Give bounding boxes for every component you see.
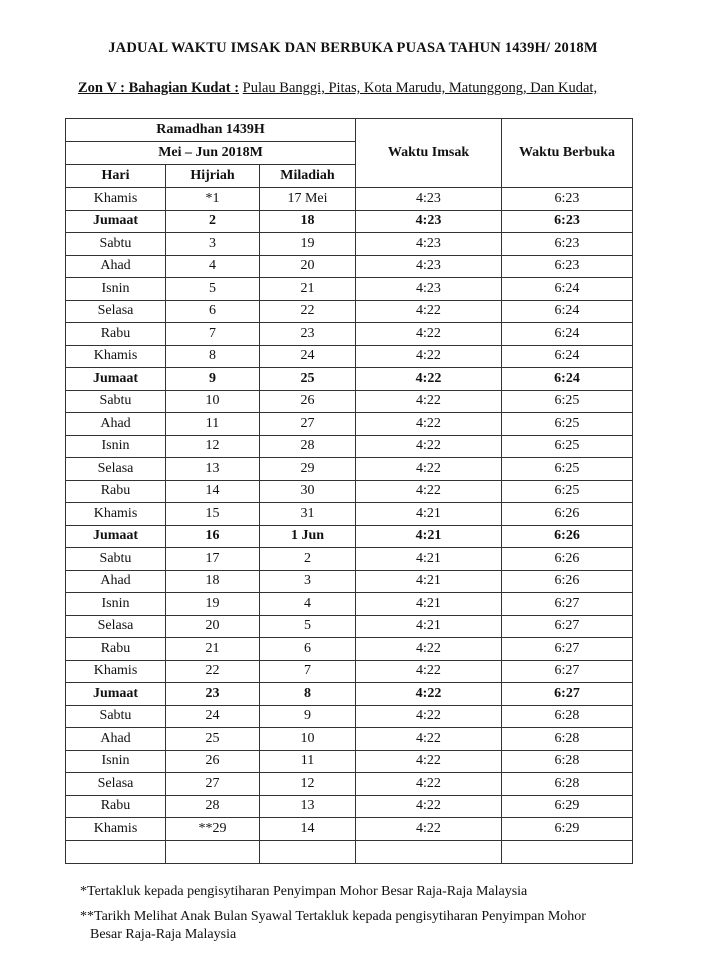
page-title: JADUAL WAKTU IMSAK DAN BERBUKA PUASA TAHUN 1439H/ 2018M <box>108 40 598 56</box>
table-row <box>66 300 633 323</box>
cell-berbuka: 6:25 <box>502 413 633 436</box>
cell-hari: Khamis <box>66 660 166 683</box>
table-row <box>66 503 633 526</box>
cell-hari: Rabu <box>66 795 166 818</box>
table-body <box>66 188 633 864</box>
cell-imsak: 4:21 <box>356 570 502 593</box>
cell-miladiah: 7 <box>260 660 356 683</box>
cell-hari: Sabtu <box>66 548 166 571</box>
cell-berbuka: 6:25 <box>502 458 633 481</box>
cell-miladiah: 23 <box>260 323 356 346</box>
cell-hari: Sabtu <box>66 390 166 413</box>
cell-miladiah: 8 <box>260 683 356 706</box>
schedule-table <box>65 118 633 864</box>
cell-miladiah: 14 <box>260 818 356 841</box>
cell-imsak: 4:22 <box>356 728 502 751</box>
cell-miladiah: 11 <box>260 750 356 773</box>
cell-miladiah: 30 <box>260 480 356 503</box>
table-row-blank <box>66 840 633 863</box>
cell-imsak: 4:22 <box>356 795 502 818</box>
cell-imsak: 4:22 <box>356 818 502 841</box>
cell-hijriah: 14 <box>166 480 260 503</box>
header-miladiah: Miladiah <box>260 165 356 188</box>
cell-hijriah: 25 <box>166 728 260 751</box>
cell-hari: Isnin <box>66 435 166 458</box>
table-row <box>66 368 633 391</box>
cell-miladiah: 6 <box>260 638 356 661</box>
cell-hijriah: 2 <box>166 210 260 233</box>
cell-imsak: 4:21 <box>356 548 502 571</box>
table-row <box>66 683 633 706</box>
footnote-2-line1: **Tarikh Melihat Anak Bulan Syawal Tertakluk kepada pengisytiharan Penyimpan Mohor <box>80 909 586 924</box>
table-row <box>66 705 633 728</box>
cell-hijriah: 16 <box>166 525 260 548</box>
cell-hari: Rabu <box>66 480 166 503</box>
table-row <box>66 750 633 773</box>
table-row <box>66 255 633 278</box>
cell-miladiah: 25 <box>260 368 356 391</box>
cell-berbuka: 6:27 <box>502 615 633 638</box>
header-imsak: Waktu Imsak <box>356 119 502 188</box>
cell-imsak: 4:23 <box>356 278 502 301</box>
zone-label: Zon V : Bahagian Kudat : <box>78 80 240 96</box>
cell-berbuka: 6:25 <box>502 480 633 503</box>
zone-places: Pulau Banggi, Pitas, Kota Marudu, Matunggong, Dan Kudat, <box>242 80 598 96</box>
cell-berbuka: 6:26 <box>502 548 633 571</box>
table-row <box>66 638 633 661</box>
cell-miladiah: 12 <box>260 773 356 796</box>
cell-imsak: 4:22 <box>356 683 502 706</box>
cell-miladiah: 17 Mei <box>260 188 356 211</box>
cell-hijriah: 24 <box>166 705 260 728</box>
table-row <box>66 615 633 638</box>
table-row <box>66 233 633 256</box>
table-row <box>66 188 633 211</box>
cell-berbuka: 6:25 <box>502 435 633 458</box>
cell-imsak: 4:22 <box>356 368 502 391</box>
cell-hijriah: *1 <box>166 188 260 211</box>
cell-hari: Khamis <box>66 188 166 211</box>
cell-hari: Isnin <box>66 278 166 301</box>
cell-berbuka: 6:27 <box>502 638 633 661</box>
cell-berbuka: 6:24 <box>502 300 633 323</box>
cell-miladiah: 19 <box>260 233 356 256</box>
cell-imsak: 4:23 <box>356 210 502 233</box>
cell-berbuka: 6:24 <box>502 345 633 368</box>
header-ramadhan: Ramadhan 1439H <box>66 119 356 142</box>
cell-berbuka: 6:24 <box>502 323 633 346</box>
cell-miladiah: 24 <box>260 345 356 368</box>
cell-miladiah: 20 <box>260 255 356 278</box>
cell-hari: Sabtu <box>66 705 166 728</box>
cell-miladiah: 27 <box>260 413 356 436</box>
table-row <box>66 345 633 368</box>
cell-hijriah: 8 <box>166 345 260 368</box>
cell-imsak: 4:22 <box>356 480 502 503</box>
cell-hijriah: 20 <box>166 615 260 638</box>
cell-miladiah: 18 <box>260 210 356 233</box>
cell-berbuka: 6:24 <box>502 368 633 391</box>
cell-berbuka: 6:25 <box>502 390 633 413</box>
table-row <box>66 210 633 233</box>
cell-imsak: 4:23 <box>356 188 502 211</box>
cell-berbuka: 6:26 <box>502 503 633 526</box>
table-row <box>66 660 633 683</box>
cell-hari: Selasa <box>66 615 166 638</box>
cell-miladiah: 31 <box>260 503 356 526</box>
table-row <box>66 728 633 751</box>
cell-berbuka: 6:26 <box>502 525 633 548</box>
cell-miladiah: 21 <box>260 278 356 301</box>
table-row <box>66 413 633 436</box>
cell-hari: Ahad <box>66 728 166 751</box>
table-row <box>66 323 633 346</box>
cell-berbuka: 6:23 <box>502 188 633 211</box>
cell-hijriah: 12 <box>166 435 260 458</box>
table-row <box>66 278 633 301</box>
cell-hari: Selasa <box>66 773 166 796</box>
header-months: Mei – Jun 2018M <box>66 142 356 165</box>
cell-empty <box>502 840 633 863</box>
cell-empty <box>166 840 260 863</box>
cell-empty <box>66 840 166 863</box>
cell-miladiah: 26 <box>260 390 356 413</box>
cell-imsak: 4:22 <box>356 323 502 346</box>
cell-hijriah: 28 <box>166 795 260 818</box>
table-row <box>66 795 633 818</box>
cell-hijriah: 3 <box>166 233 260 256</box>
cell-miladiah: 1 Jun <box>260 525 356 548</box>
cell-miladiah: 4 <box>260 593 356 616</box>
cell-berbuka: 6:23 <box>502 210 633 233</box>
cell-miladiah: 22 <box>260 300 356 323</box>
cell-berbuka: 6:23 <box>502 233 633 256</box>
cell-hari: Selasa <box>66 458 166 481</box>
cell-hari: Jumaat <box>66 683 166 706</box>
cell-hari: Ahad <box>66 255 166 278</box>
cell-berbuka: 6:28 <box>502 728 633 751</box>
cell-berbuka: 6:23 <box>502 255 633 278</box>
cell-miladiah: 9 <box>260 705 356 728</box>
footnote-2-line2: Besar Raja-Raja Malaysia <box>90 927 237 942</box>
cell-miladiah: 13 <box>260 795 356 818</box>
cell-berbuka: 6:27 <box>502 683 633 706</box>
zone-line <box>78 80 597 97</box>
header-berbuka: Waktu Berbuka <box>502 119 633 188</box>
cell-imsak: 4:23 <box>356 255 502 278</box>
cell-hijriah: 27 <box>166 773 260 796</box>
cell-imsak: 4:22 <box>356 435 502 458</box>
cell-hari: Sabtu <box>66 233 166 256</box>
cell-hijriah: 9 <box>166 368 260 391</box>
cell-hari: Selasa <box>66 300 166 323</box>
cell-hijriah: 13 <box>166 458 260 481</box>
cell-hijriah: 18 <box>166 570 260 593</box>
footnote-1: *Tertakluk kepada pengisytiharan Penyimpan Mohor Besar Raja-Raja Malaysia <box>80 884 528 899</box>
cell-miladiah: 28 <box>260 435 356 458</box>
cell-hijriah: 5 <box>166 278 260 301</box>
cell-hijriah: 21 <box>166 638 260 661</box>
cell-imsak: 4:22 <box>356 660 502 683</box>
cell-hijriah: 7 <box>166 323 260 346</box>
cell-hijriah: 4 <box>166 255 260 278</box>
table-row <box>66 480 633 503</box>
cell-imsak: 4:22 <box>356 750 502 773</box>
cell-imsak: 4:21 <box>356 593 502 616</box>
cell-berbuka: 6:27 <box>502 660 633 683</box>
cell-miladiah: 29 <box>260 458 356 481</box>
cell-berbuka: 6:28 <box>502 750 633 773</box>
cell-miladiah: 2 <box>260 548 356 571</box>
cell-hari: Rabu <box>66 323 166 346</box>
cell-hari: Isnin <box>66 593 166 616</box>
table-row <box>66 525 633 548</box>
cell-imsak: 4:23 <box>356 233 502 256</box>
cell-berbuka: 6:24 <box>502 278 633 301</box>
cell-hijriah: 23 <box>166 683 260 706</box>
cell-imsak: 4:22 <box>356 458 502 481</box>
cell-hijriah: 26 <box>166 750 260 773</box>
cell-hijriah: 11 <box>166 413 260 436</box>
cell-imsak: 4:22 <box>356 345 502 368</box>
cell-hijriah: **29 <box>166 818 260 841</box>
table-row <box>66 593 633 616</box>
cell-imsak: 4:21 <box>356 503 502 526</box>
cell-miladiah: 3 <box>260 570 356 593</box>
table-row <box>66 458 633 481</box>
cell-empty <box>356 840 502 863</box>
header-hari: Hari <box>66 165 166 188</box>
cell-imsak: 4:22 <box>356 773 502 796</box>
table-row <box>66 773 633 796</box>
cell-hari: Jumaat <box>66 525 166 548</box>
cell-hijriah: 17 <box>166 548 260 571</box>
cell-hari: Jumaat <box>66 210 166 233</box>
cell-imsak: 4:21 <box>356 525 502 548</box>
cell-hari: Khamis <box>66 345 166 368</box>
cell-hijriah: 22 <box>166 660 260 683</box>
table-row <box>66 570 633 593</box>
cell-imsak: 4:22 <box>356 300 502 323</box>
cell-hijriah: 6 <box>166 300 260 323</box>
cell-hari: Isnin <box>66 750 166 773</box>
cell-berbuka: 6:29 <box>502 795 633 818</box>
cell-imsak: 4:22 <box>356 705 502 728</box>
cell-hijriah: 10 <box>166 390 260 413</box>
cell-hijriah: 19 <box>166 593 260 616</box>
cell-hari: Ahad <box>66 413 166 436</box>
cell-hari: Khamis <box>66 818 166 841</box>
header-hijriah: Hijriah <box>166 165 260 188</box>
table-row <box>66 435 633 458</box>
cell-berbuka: 6:28 <box>502 705 633 728</box>
cell-berbuka: 6:28 <box>502 773 633 796</box>
cell-berbuka: 6:27 <box>502 593 633 616</box>
table-row <box>66 818 633 841</box>
cell-berbuka: 6:26 <box>502 570 633 593</box>
footnote-2 <box>80 908 680 944</box>
cell-hari: Khamis <box>66 503 166 526</box>
cell-imsak: 4:22 <box>356 638 502 661</box>
cell-imsak: 4:22 <box>356 390 502 413</box>
cell-hari: Jumaat <box>66 368 166 391</box>
table-row <box>66 548 633 571</box>
cell-berbuka: 6:29 <box>502 818 633 841</box>
cell-imsak: 4:22 <box>356 413 502 436</box>
cell-empty <box>260 840 356 863</box>
table-row <box>66 390 633 413</box>
cell-hari: Ahad <box>66 570 166 593</box>
cell-miladiah: 10 <box>260 728 356 751</box>
cell-miladiah: 5 <box>260 615 356 638</box>
cell-imsak: 4:21 <box>356 615 502 638</box>
cell-hijriah: 15 <box>166 503 260 526</box>
cell-hari: Rabu <box>66 638 166 661</box>
